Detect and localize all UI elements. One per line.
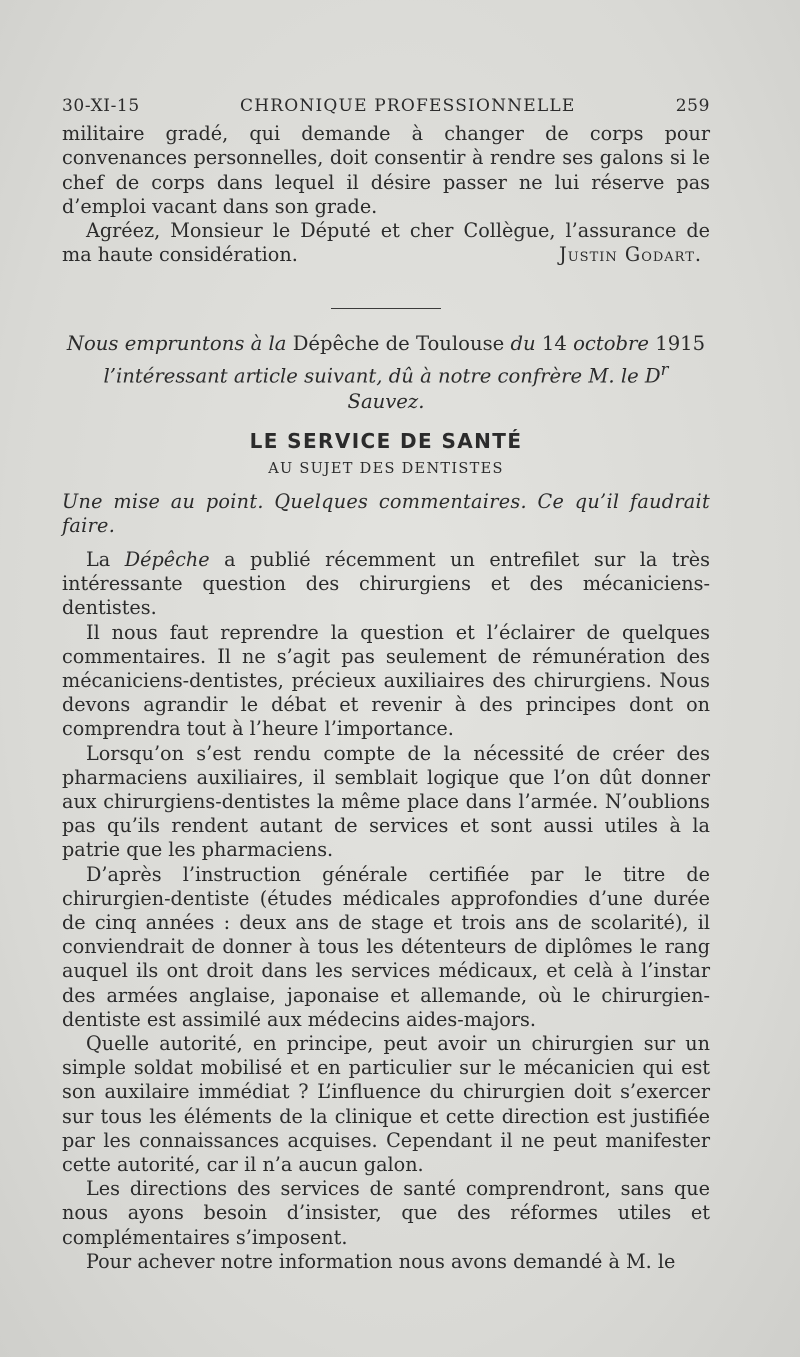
- section-divider: [331, 308, 441, 309]
- article-summary: Une mise au point. Quelques commentaires. Ce qu’il faudrait faire.: [62, 489, 710, 537]
- article-title: LE SERVICE DE SANTÉ: [249, 429, 523, 454]
- header-date: 30-XI-15: [62, 96, 140, 116]
- article-paragraph-6: Les directions des services de santé comprendront, sans que nous ayons besoin d’insister, que des réformes utiles et complémentaires s’imposent.: [62, 1177, 710, 1249]
- article-paragraph-5: Quelle autorité, en principe, peut avoir un chirurgien sur un simple soldat mobilisé et en particulier sur le mécanicien qui est son auxilaire immédiat ? L’influence du chirurgien doit s’exercer sur tous les éléments de la clinique et cette direction est justifiée par les connaissances acquises. Cependant il ne peut manifester cette autorité, car il n’a aucun galon.: [62, 1032, 710, 1177]
- header-title: CHRONIQUE PROFESSIONNELLE: [240, 96, 576, 116]
- letter-paragraph: militaire gradé, qui demande à changer de corps pour convenances personnelles, doit consentir à rendre ses galons si le chef de corps dans lequel il désire passer ne lui réserve pas d’emploi vacant dans son grade.: [62, 122, 710, 218]
- article-subtitle: AU SUJET DES DENTISTES: [268, 461, 504, 478]
- page-content: [62, 94, 710, 1274]
- letter-closing: [62, 219, 710, 268]
- page-number: 259: [675, 96, 710, 116]
- closing-text: Agréez, Monsieur le Député et cher Collègue, l’assurance de ma haute considération.: [62, 219, 710, 267]
- article-paragraph-3: Lorsqu’on s’est rendu compte de la nécessité de créer des pharmaciens auxiliaires, il semblait logique que l’on dût donner aux chirurgiens-dentistes la même place dans l’armée. N’oublions pas qu’ils rendent autant de services et sont aussi utiles à la patrie que les pharmaciens.: [62, 741, 710, 862]
- article-paragraph-4: D’après l’instruction générale certifiée par le titre de chirurgien-dentiste (études médicales approfondies d’une durée de cinq années : deux ans de stage et trois ans de scolarité), il conviendrait de donner à tous les détenteurs de diplômes le rang auquel ils ont droit dans les services médicaux, et celà à l’instar des armées anglaise, japonaise et allemande, où le chirurgien-dentiste est assimilé aux médecins aides-majors.: [62, 862, 710, 1031]
- article-paragraph-1: La Dépêche a publié récemment un entrefilet sur la très intéressante question des chirurgiens et des mécaniciens-dentistes.: [62, 547, 710, 620]
- article-paragraph-7: Pour achever notre information nous avons demandé à M. le: [86, 1249, 676, 1273]
- article-paragraph-2: Il nous faut reprendre la question et l’éclairer de quelques commentaires. Il ne s’agit pas seulement de rémunération des mécaniciens-dentistes, précieux auxiliaires des chirurgiens. Nous devons agrandir le débat et revenir à des principes dont on comprendra tout à l’heure l’importance.: [62, 620, 710, 741]
- running-header: [62, 94, 710, 118]
- article-intro: Nous empruntons à la Dépêche de Toulouse du 14 octobre 1915 l’intéressant article suivant, dû à notre confrère M. le $D^r$ Sauvez.: [66, 331, 706, 414]
- signature: Justin Godart.: [559, 243, 702, 267]
